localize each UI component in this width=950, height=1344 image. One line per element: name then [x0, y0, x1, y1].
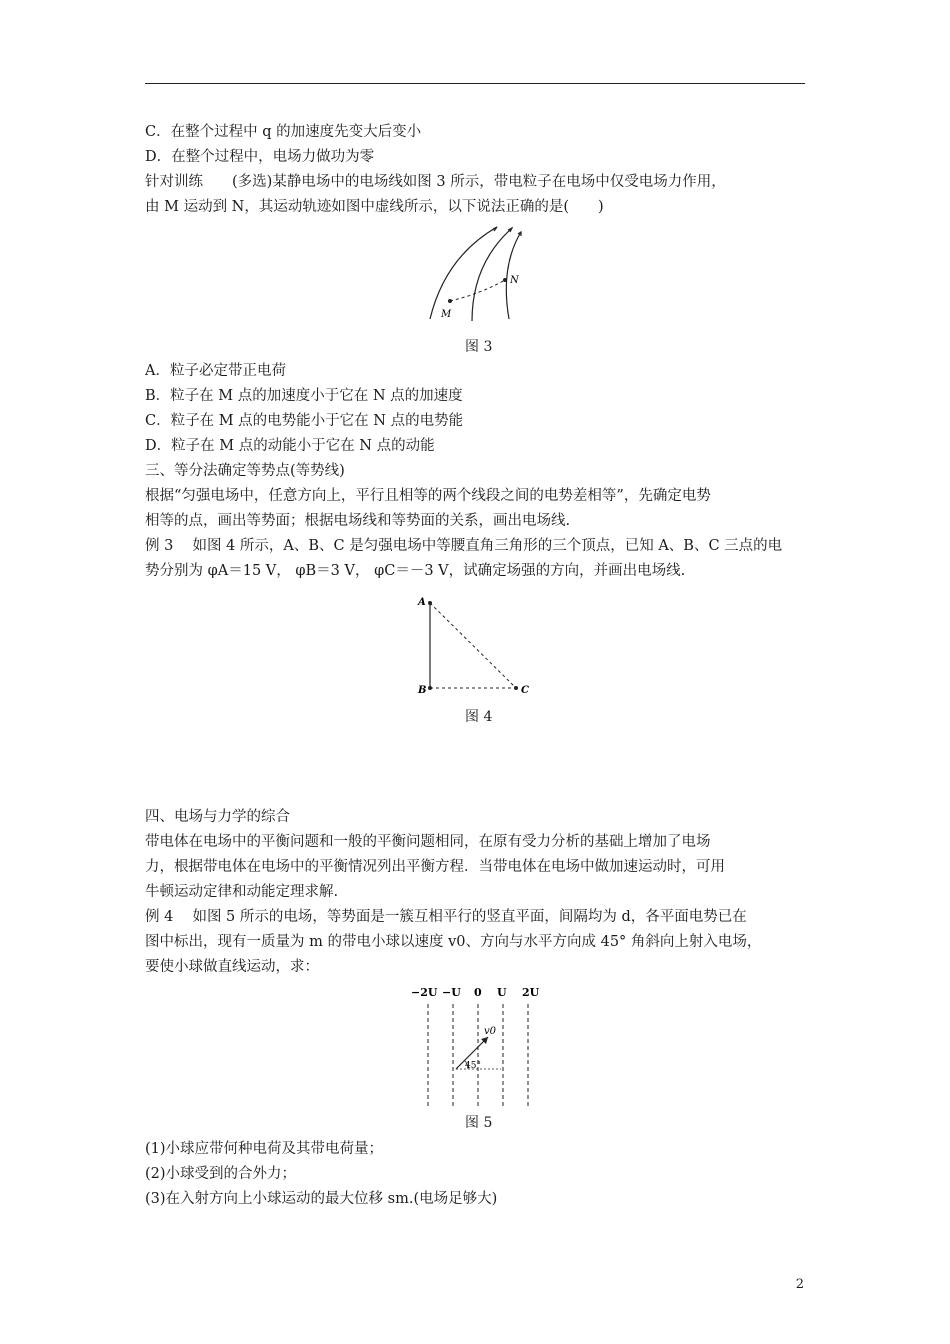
section-4-paragraph-1: 带电体在电场中的平衡问题和一般的平衡问题相同，在原有受力分析的基础上增加了电场 — [145, 834, 711, 850]
label-a: A — [418, 597, 426, 608]
point-m — [448, 299, 452, 303]
example-4-line-2: 图中标出，现有一质量为 m 的带电小球以速度 v0、方向与水平方向成 45° 角斜向上射入电场， — [145, 934, 762, 950]
header-rule — [145, 83, 805, 84]
example-3-line-1: 例 3 如图 4 所示，A、B、C 是匀强电场中等腰直角三角形的三个顶点，已知 A、B、C 三点的电 — [145, 538, 783, 554]
vertex-c — [514, 686, 518, 690]
question-2: (2)小球受到的合外力； — [145, 1166, 297, 1182]
label-m: M — [441, 309, 452, 320]
figure-3-field-lines — [420, 222, 530, 327]
potential-label-4: U — [497, 986, 507, 999]
option-a-2: A．粒子必定带正电荷 — [145, 363, 286, 379]
potential-label-2: −U — [442, 986, 461, 999]
option-c-line: C．在整个过程中 q 的加速度先变大后变小 — [145, 124, 422, 140]
training-text-line-2: 由 M 运动到 N，其运动轨迹如图中虚线所示，以下说法正确的是( ) — [145, 199, 604, 215]
section-4-paragraph-3: 牛顿运动定律和动能定理求解. — [145, 884, 339, 900]
section-4-heading: 四、电场与力学的综合 — [145, 809, 290, 825]
example-3-line-2: 势分别为 φA＝15 V， φB＝3 V， φC＝－3 V，试确定场强的方向，并画出电场线. — [145, 563, 686, 579]
potential-label-3: 0 — [474, 986, 482, 999]
question-3: (3)在入射方向上小球运动的最大位移 sm.(电场足够大) — [145, 1191, 498, 1207]
option-b-2: B．粒子在 M 点的加速度小于它在 N 点的加速度 — [145, 388, 463, 404]
question-1: (1)小球应带何种电荷及其带电荷量； — [145, 1141, 384, 1157]
side-ac — [430, 603, 516, 688]
vertex-a — [428, 601, 432, 605]
page-number: 2 — [795, 1277, 804, 1292]
example-4-line-3: 要使小球做直线运动，求： — [145, 959, 319, 975]
label-n: N — [510, 275, 519, 286]
figure-3-caption: 图 3 — [465, 339, 493, 355]
label-c: C — [521, 685, 529, 696]
angle-label: 45° — [465, 1061, 481, 1071]
option-d-line: D．在整个过程中，电场力做功为零 — [145, 149, 375, 165]
field-line-middle — [472, 228, 512, 321]
figure-4-triangle — [415, 590, 540, 702]
section-3-paragraph-1: 根据“匀强电场中，任意方向上，平行且相等的两个线段之间的电势差相等”，先确定电势 — [145, 488, 711, 504]
section-4-paragraph-2: 力，根据带电体在电场中的平衡情况列出平衡方程．当带电体在电场中做加速运动时，可用 — [145, 859, 725, 875]
section-3-heading: 三、等分法确定等势点(等势线) — [145, 463, 345, 479]
potential-label-1: −2U — [411, 986, 438, 999]
figure-5-equipotentials — [408, 982, 548, 1110]
option-d-2: D．粒子在 M 点的动能小于它在 N 点的动能 — [145, 438, 435, 454]
label-b: B — [418, 685, 427, 696]
field-line-left — [430, 227, 497, 319]
example-4-line-1: 例 4 如图 5 所示的电场，等势面是一簇互相平行的竖直平面，间隔均为 d，各平面电势已在 — [145, 909, 747, 925]
figure-5-caption: 图 5 — [465, 1115, 493, 1131]
section-3-paragraph-2: 相等的点，画出等势面；根据电场线和等势面的关系，画出电场线. — [145, 513, 571, 529]
vertex-b — [428, 686, 432, 690]
option-c-2: C．粒子在 M 点的电势能小于它在 N 点的电势能 — [145, 413, 464, 429]
arrowhead-left — [493, 227, 497, 231]
potential-label-5: 2U — [522, 986, 540, 999]
velocity-label: v0 — [484, 1026, 497, 1037]
point-n — [503, 278, 507, 282]
training-text-line-1: 针对训练 (多选)某静电场中的电场线如图 3 所示，带电粒子在电场中仅受电场力作用， — [145, 174, 726, 190]
figure-4-caption: 图 4 — [465, 709, 493, 725]
